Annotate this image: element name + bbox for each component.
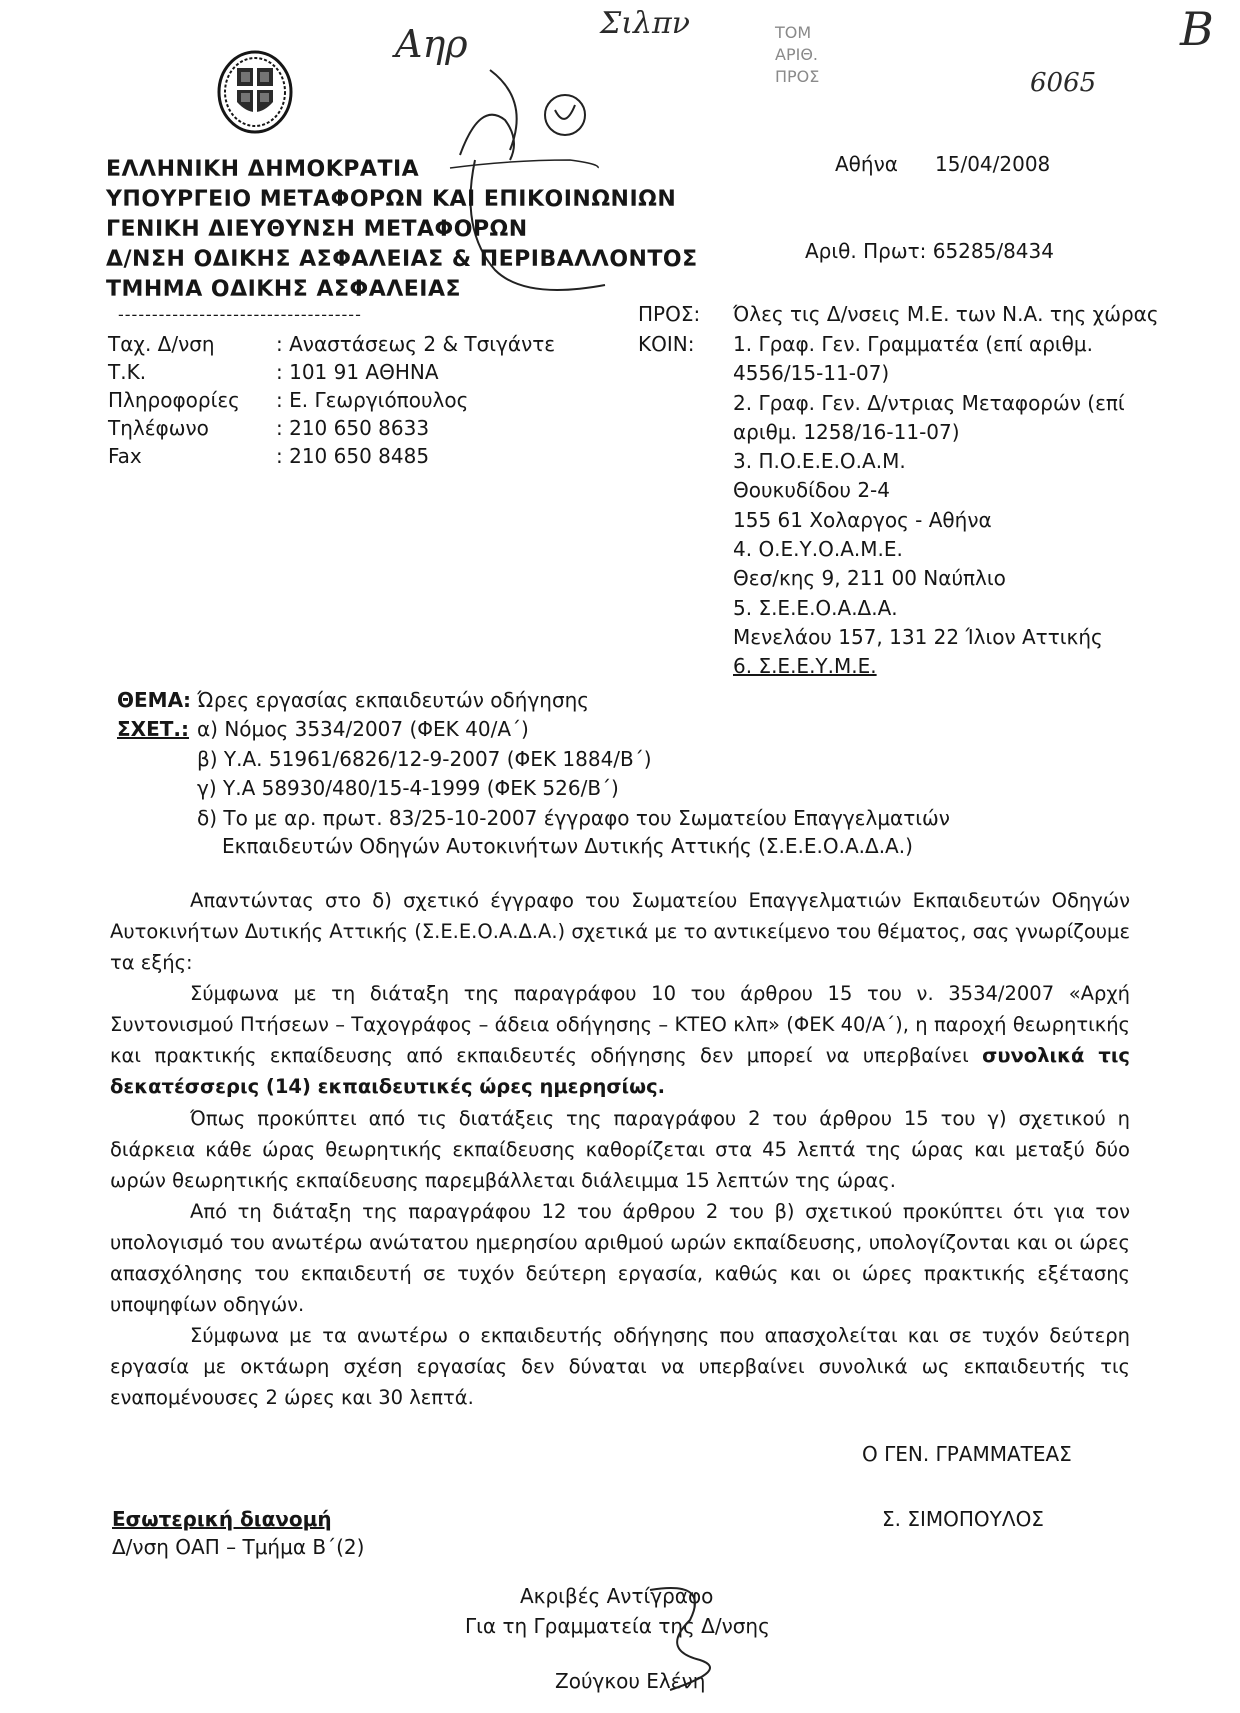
internal-distribution-label: Εσωτερική διανομή (112, 1507, 332, 1531)
letterhead-directorate-general: ΓΕΝΙΚΗ ΔΙΕΥΘΥΝΣΗ ΜΕΤΑΦΟΡΩΝ (106, 217, 528, 242)
signatory-title: Ο ΓΕΝ. ΓΡΑΜΜΑΤΕΑΣ (862, 1442, 1072, 1466)
contact-row (108, 358, 628, 386)
cc-line: 6. Σ.Ε.Ε.Υ.Μ.Ε. (733, 654, 877, 679)
paragraph-2-emphasis: συνολικά τις δεκατέσσερις (14) εκπαιδευτικές ώρες ημερησίως. (110, 1044, 1130, 1098)
stamp-line-1: ΤΟΜ (775, 23, 812, 42)
letterhead-republic: ΕΛΛΗΝΙΚΗ ΔΗΜΟΚΡΑΤΙΑ (106, 157, 420, 182)
body-paragraph-5: Σύμφωνα με τα ανωτέρω ο εκπαιδευτής οδήγησης που απασχολείται και σε τυχόν δεύτερη εργασία με οκτάωρη σχέση εργασίας δεν δύναται να υπερβαίνει συνολικά ως εκπαιδευτής τις εναπομένουσες 2 ώρες και 30 λεπτά. (110, 1324, 1130, 1409)
cc-line: 1. Γραφ. Γεν. Γραμματέα (επί αριθμ. (733, 332, 1093, 356)
paragraph-2-text: Σύμφωνα με τη διάταξη της παραγράφου 10 του άρθρου 15 του ν. 3534/2007 «Αρχή Συντονισμού Πτήσεων – Ταχογράφος – άδεια οδήγησης – ΚΤΕΟ κλπ» (ΦΕΚ 40/Α΄), η παροχή θεωρητικής και πρακτικής εκπαίδευσης από εκπαιδευτές οδήγησης δεν μπορεί να υπερβαίνει (110, 982, 1130, 1067)
letterhead-ministry: ΥΠΟΥΡΓΕΙΟ ΜΕΤΑΦΟΡΩΝ ΚΑΙ ΕΠΙΚΟΙΝΩΝΙΩΝ (106, 187, 677, 212)
cc-line: 3. Π.Ο.Ε.Ε.Ο.Α.Μ. (733, 449, 906, 474)
contact-row (108, 442, 628, 470)
stamp-line-2: ΑΡΙΘ. (775, 45, 818, 64)
related-b: β) Υ.Α. 51961/6826/12-9-2007 (ΦΕΚ 1884/Β΄) (197, 747, 652, 771)
certified-copy-name: Ζούγκου Ελένη (555, 1669, 706, 1693)
contact-label: Τ.Κ. (108, 360, 147, 384)
related-d: δ) Το με αρ. πρωτ. 83/25-10-2007 έγγραφο του Σωματείου Επαγγελματιών (197, 806, 950, 830)
related-c: γ) Υ.Α 58930/480/15-4-1999 (ΦΕΚ 526/Β΄) (197, 776, 619, 800)
signatory-name: Σ. ΣΙΜΟΠΟΥΛΟΣ (882, 1507, 1044, 1531)
greek-emblem-icon (215, 50, 295, 135)
contact-block (108, 330, 628, 470)
contact-label: Πληροφορίες (108, 388, 240, 412)
related-label: ΣΧΕΤ.: (117, 717, 189, 741)
letterhead-department: ΤΜΗΜΑ ΟΔΙΚΗΣ ΑΣΦΑΛΕΙΑΣ (106, 277, 462, 302)
contact-row (108, 414, 628, 442)
cc-line: 2. Γραφ. Γεν. Δ/ντριας Μεταφορών (επί (733, 390, 1125, 415)
body-paragraph-2 (110, 978, 1130, 1102)
handwritten-number: 6065 (1030, 68, 1097, 98)
contact-row (108, 386, 628, 414)
body-paragraph-3: Όπως προκύπτει από τις διατάξεις της παραγράφου 2 του άρθρου 15 του γ) σχετικού η διάρκεια κάθε ώρας θεωρητικής εκπαίδευσης καθορίζεται στα 45 λεπτά της ώρας και μεταξύ δύο ωρών θεωρητικής εκπαίδευσης παρεμβάλλεται διάλειμμα 15 λεπτών της ώρας. (110, 1107, 1130, 1192)
letterhead-separator: ------------------------------------ (118, 305, 362, 324)
stamp-line-3: ΠΡΟΣ (775, 67, 820, 86)
contact-row (108, 330, 628, 358)
cc-line: 155 61 Χολαργος - Αθήνα (733, 507, 992, 532)
to-label: ΠΡΟΣ: (638, 302, 701, 326)
contact-label: Ταχ. Δ/νση (108, 332, 215, 356)
certified-signature-scribble (630, 1580, 740, 1700)
related-a: α) Νόμος 3534/2007 (ΦΕΚ 40/Α΄) (197, 717, 529, 741)
handwritten-initial: Β (1180, 2, 1214, 56)
contact-value: : Αναστάσεως 2 & Τσιγάντε (276, 332, 556, 356)
contact-value: : 210 650 8633 (276, 416, 430, 440)
cc-line: 4. Ο.Ε.Υ.Ο.Α.Μ.Ε. (733, 537, 903, 562)
cc-line: Μενελάου 157, 131 22 Ίλιον Αττικής (733, 624, 1103, 649)
letterhead-directorate: Δ/ΝΣΗ ΟΔΙΚΗΣ ΑΣΦΑΛΕΙΑΣ & ΠΕΡΙΒΑΛΛΟΝΤΟΣ (106, 247, 698, 272)
cc-line: Θουκυδίδου 2-4 (733, 478, 890, 503)
to-recipients: Όλες τις Δ/νσεις Μ.Ε. των Ν.Α. της χώρας (733, 302, 1159, 326)
cc-line: Θεσ/κης 9, 211 00 Ναύπλιο (733, 566, 1006, 591)
cc-line: αριθμ. 1258/16-11-07) (733, 419, 960, 444)
cc-list (733, 330, 1125, 682)
handwritten-note-2: Σιλπν (600, 6, 690, 41)
cc-label: ΚΟΙΝ: (638, 332, 695, 356)
contact-label: Τηλέφωνο (108, 416, 209, 440)
protocol-number: Αριθ. Πρωτ: 65285/8434 (805, 239, 1054, 263)
handwritten-note-1: Αηρ (395, 22, 468, 66)
subject (117, 686, 589, 714)
subject-label: ΘΕΜΑ: (117, 688, 192, 712)
document-date: 15/04/2008 (935, 152, 1051, 176)
contact-value: : 210 650 8485 (276, 444, 430, 468)
internal-distribution-text: Δ/νση ΟΑΠ – Τμήμα Β΄(2) (112, 1535, 365, 1559)
contact-label: Fax (108, 444, 142, 468)
certified-copy-line-1: Ακριβές Αντίγραφο (520, 1584, 714, 1608)
contact-value: : Ε. Γεωργιόπουλος (276, 388, 469, 412)
cc-line: 4556/15-11-07) (733, 361, 890, 386)
cc-line: 5. Σ.Ε.Ε.Ο.Α.Δ.Α. (733, 595, 898, 620)
contact-value: : 101 91 ΑΘΗΝΑ (276, 360, 439, 384)
body-paragraph-4: Από τη διάταξη της παραγράφου 12 του άρθρου 2 του β) σχετικού προκύπτει ότι για τον υπολογισμό του ανωτέρω ανώτατου ημερησίου αριθμού ωρών εκπαίδευσης, υπολογίζονται και οι ώρες απασχόλησης του εκπαιδευτή σε τυχόν δεύτερη εργασία, καθώς και οι ώρες πρακτικής εξέτασης υποψηφίων οδηγών. (110, 1200, 1130, 1316)
place-label: Αθήνα (835, 152, 898, 176)
certified-copy-line-2: Για τη Γραμματεία της Δ/νσης (465, 1614, 770, 1638)
related-d-cont: Εκπαιδευτών Οδηγών Αυτοκινήτων Δυτικής Αττικής (Σ.Ε.Ε.Ο.Α.Δ.Α.) (222, 834, 913, 858)
subject-text: Ώρες εργασίας εκπαιδευτών οδήγησης (197, 688, 590, 712)
body-paragraph-1: Απαντώντας στο δ) σχετικό έγγραφο του Σωματείου Επαγγελματιών Εκπαιδευτών Οδηγών Αυτοκινήτων Δυτικής Αττικής (Σ.Ε.Ε.Ο.Α.Δ.Α.) σχετικά με το αντικείμενο του θέματος, σας γνωρίζουμε τα εξής: (110, 889, 1130, 974)
